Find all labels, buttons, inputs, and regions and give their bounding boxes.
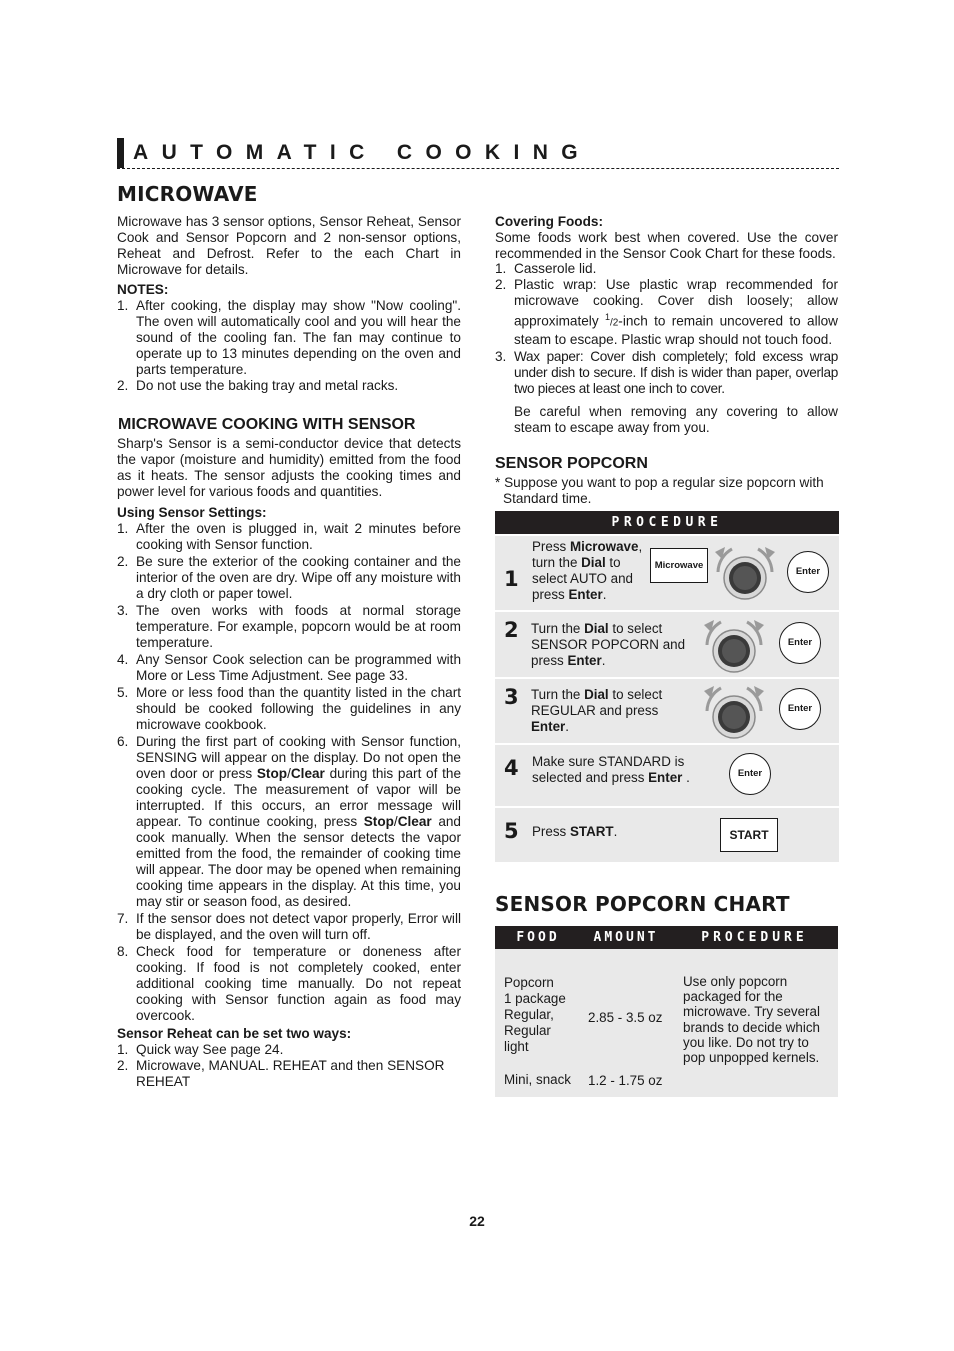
procedure-step-2 [495,612,839,677]
page-number: 22 [469,1213,485,1229]
section-title: AUTOMATIC COOKING [133,141,592,164]
column-header-procedure: PROCEDURE [701,930,808,945]
chart-heading: SENSOR POPCORN CHART [495,892,790,916]
list-item: 8. Check food for temperature or doneness after cooking. If food is not completely cooked, enter additional cooking time manually. Do not repeat cooking with Sensor function again as food may overcook. [117,944,461,1023]
list-item: 2. Do not use the baking tray and metal racks. [117,378,399,393]
list-item: 2. Plastic wrap: Use plastic wrap recommended for microwave cooking. Cover dish loosely; allow approximately $^1$/2-inch to remain uncovered to allow steam to escape. Plastic wrap should not touch food. [495,277,838,347]
step-text: Make sure STANDARD is selected and press Enter . [532,754,690,785]
enter-button[interactable]: Enter [779,622,821,664]
procedure-heading: PROCEDURE [495,511,839,534]
list-item: 6. During the first part of cooking with Sensor function, SENSING will appear on the display. Do not open the oven door or press Stop/Clear during this part of the cooking cycle. The measurement of vapor will be interrupted. If this occurs, an error message will appear. To continue cooking, press Stop/Clear and cook manually. When the sensor detects the vapor emitted from the food, the remainder of cooking time will appear. The door may be opened when remaining cooking time appears in the display. At this time, you may stir or season food, as desired. [117,734,462,909]
list-item: 5. More or less food than the quantity listed in the chart should be cooked following the guidelines in any microwave cookbook. [117,685,461,732]
microwave-heading: MICROWAVE [117,182,258,206]
procedure-box [495,511,839,862]
step-number: 4 [504,756,519,780]
list-item: 2. Be sure the exterior of the cooking container and the interior of the oven are dry. Wipe off any moisture with a dry cloth or paper towel. [117,554,461,601]
dial-knob-icon[interactable] [701,681,767,741]
step-number: 3 [504,685,519,709]
reheat-list [117,1042,461,1090]
list-item: 7. If the sensor does not detect vapor properly, Error will be displayed, and the oven will turn off. [117,911,461,942]
step-number: 2 [504,618,519,642]
chart-procedure: Use only popcorn packaged for the microwave. Try several brands to decide which you like. Do not try to pop unpopped kernels. [683,974,820,1066]
covering-caution: Be careful when removing any covering to allow steam to escape away from you. [514,403,838,435]
header-bar [117,138,124,168]
chart-amount-mini: 1.2 - 1.75 oz [588,1073,663,1088]
start-button[interactable]: START [720,818,778,852]
popcorn-note: * Suppose you want to pop a regular size popcorn with Standard time. [495,474,824,506]
settings-label: Using Sensor Settings: [117,505,267,520]
list-item: 1. Quick way See page 24. [117,1042,284,1057]
procedure-step-1 [495,536,839,610]
header-dashed-rule [117,168,839,169]
list-item: 3. The oven works with foods at normal storage temperature. For example, popcorn would be at room temperature. [117,603,461,650]
step-number: 1 [504,567,519,591]
step-text: Turn the Dial to select REGULAR and press Enter. [531,687,663,734]
column-header-amount: AMOUNT [593,930,659,945]
microwave-intro: Microwave has 3 sensor options, Sensor Reheat, Sensor Cook and Sensor Popcorn and 2 non-sensor options, Reheat and Defrost. Refer to the each Chart in Microwave for details. [117,214,461,277]
enter-button[interactable]: Enter [787,551,829,593]
step-text: Turn the Dial to select SENSOR POPCORN and press Enter. [531,621,686,668]
list-item: 1. After the oven is plugged in, wait 2 minutes before cooking with Sensor function. [117,521,461,552]
chart-body [495,949,838,1097]
column-header-food: FOOD [516,930,560,945]
chart-amount-regular: 2.85 - 3.5 oz [588,1010,663,1025]
covering-list [495,261,838,397]
procedure-step-5 [495,808,839,862]
notes-label: NOTES: [117,282,169,297]
covering-intro: Some foods work best when covered. Use the cover recommended in the Sensor Cook Chart for these foods. [495,230,838,261]
enter-button[interactable]: Enter [729,753,771,795]
step-number: 5 [504,819,519,843]
list-item: 3. Wax paper: Cover dish completely; fold excess wrap under dish to secure. If dish is wider than paper, overlap two pieces at least one inch to cover. [495,348,838,396]
dial-knob-icon[interactable] [701,615,767,675]
sensor-heading: MICROWAVE COOKING WITH SENSOR [118,416,416,433]
popcorn-chart [495,926,838,1097]
notes-list [117,298,461,394]
enter-button[interactable]: Enter [779,688,821,730]
dial-knob-icon[interactable] [712,542,778,602]
list-item: 4. Any Sensor Cook selection can be programmed with More or Less Time Adjustment. See page 33. [117,652,461,683]
step-text: Press START. [532,824,618,839]
procedure-step-4 [495,745,839,806]
reheat-label: Sensor Reheat can be set two ways: [117,1026,352,1041]
chart-header-row [495,926,838,949]
right-column [495,214,838,507]
chart-food-regular: Popcorn 1 package Regular, Regular light [504,975,566,1054]
list-item: 1. After cooking, the display may show "Now cooling". The oven will automatically cool and you will hear the sound of the cooling fan. The fan may continue to operate up to 13 minutes depending on the oven and parts temperature. [117,298,461,377]
list-item: 1. Casserole lid. [495,261,597,276]
list-item: 2. Microwave, MANUAL. REHEAT and then SENSOR REHEAT [117,1058,445,1089]
sensor-intro: Sharp's Sensor is a semi-conductor device that detects the vapor (moisture and humidity) emitted from the food as it heats. The sensor adjusts the cooking times and power level for various foods and quantities. [117,436,461,499]
popcorn-heading: SENSOR POPCORN [495,454,648,472]
step-text: Press Microwave, turn the Dial to select AUTO and press Enter. [532,539,643,602]
procedure-step-3 [495,679,839,743]
covering-label: Covering Foods: [495,214,603,229]
settings-list [117,521,461,1024]
microwave-button[interactable]: Microwave [650,548,708,583]
left-column [117,182,462,1090]
chart-food-mini: Mini, snack [504,1072,571,1087]
